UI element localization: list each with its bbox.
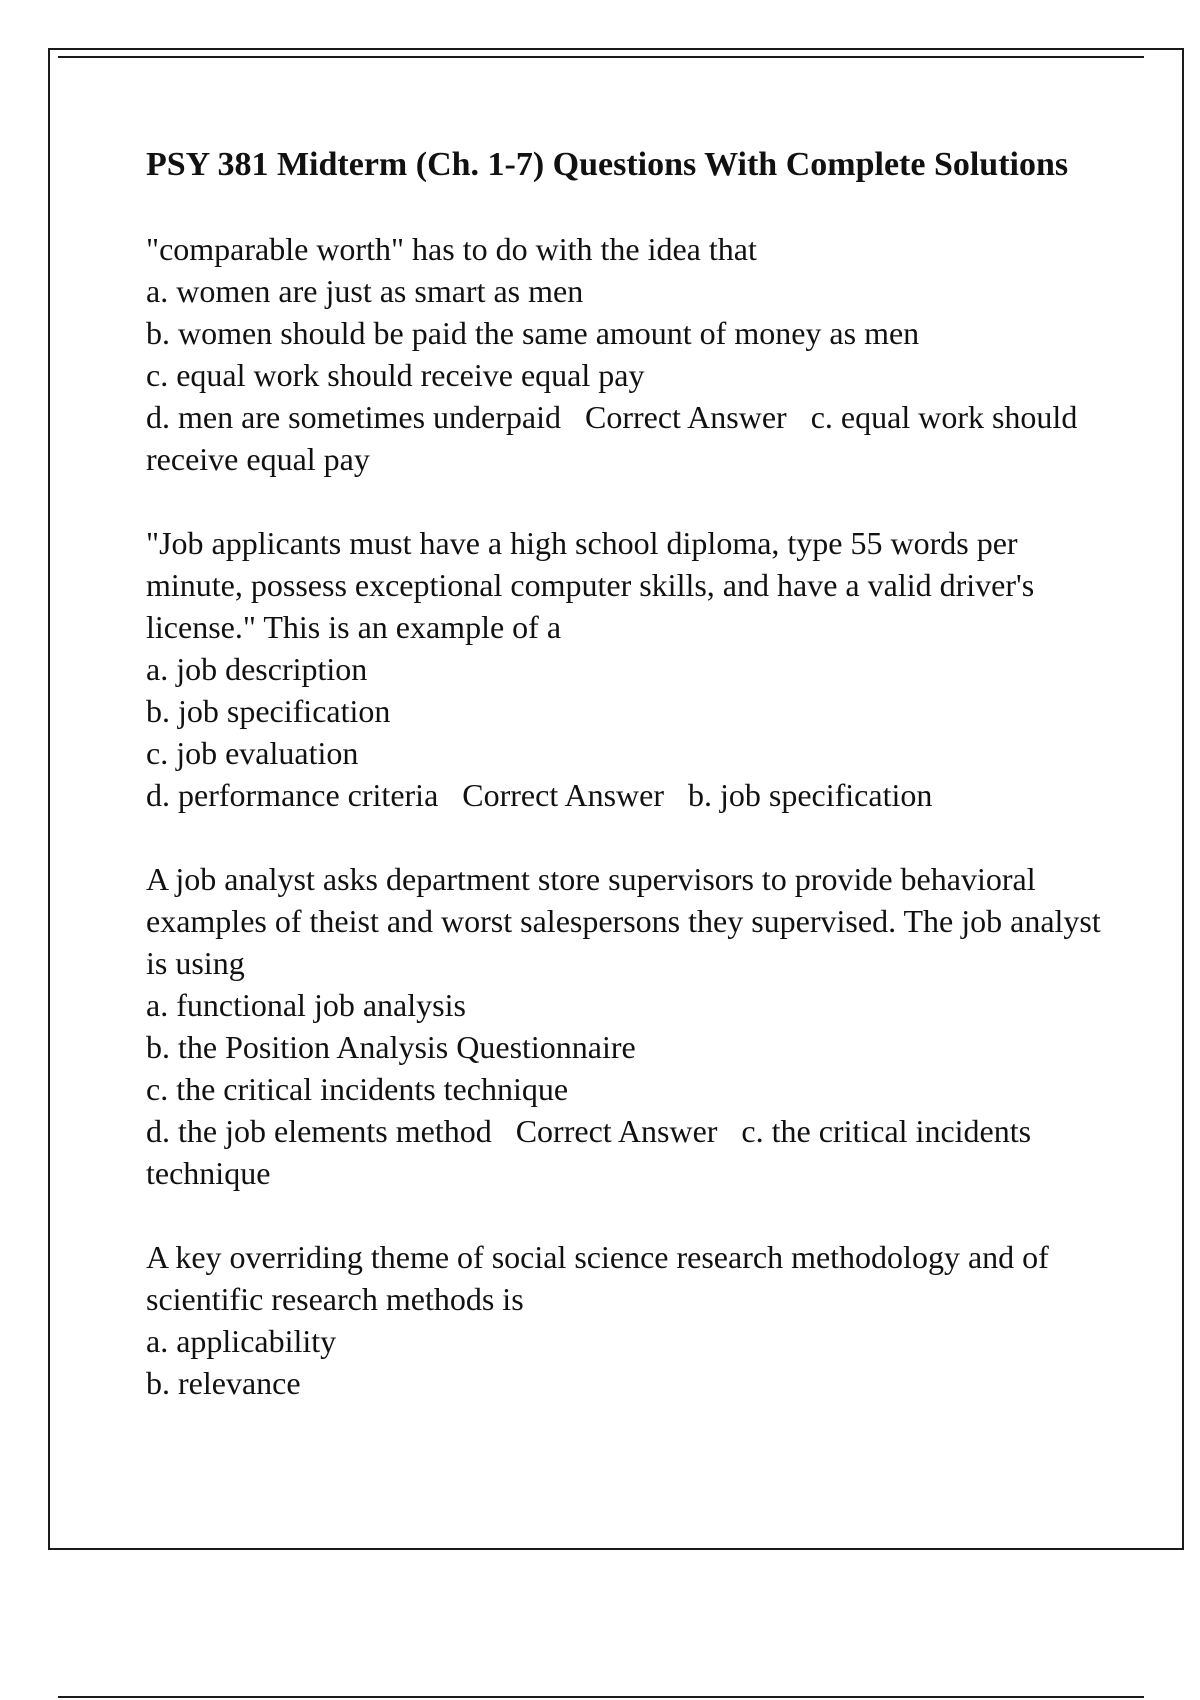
answer-option: a. functional job analysis <box>146 987 466 1023</box>
correct-answer-label: Correct Answer <box>584 399 787 435</box>
correct-answer: c. equal work should receive equal pay <box>146 399 1078 477</box>
answer-option: c. job evaluation <box>146 735 359 771</box>
question-stem: A job analyst asks department store supervisors to provide behavioral examples of theist and worst salespersons they supervised. The job analyst is using <box>146 861 1101 981</box>
document-body <box>146 144 1106 1446</box>
footer-rule <box>58 1696 1144 1698</box>
answer-option: b. women should be paid the same amount of money as men <box>146 315 920 351</box>
answer-option: a. applicability <box>146 1323 337 1359</box>
final-option-line <box>146 396 1106 480</box>
answer-option: a. women are just as smart as men <box>146 273 584 309</box>
header-rule <box>58 56 1144 58</box>
correct-answer: c. the critical incidents technique <box>146 1113 1032 1191</box>
answer-option: c. the critical incidents technique <box>146 1071 569 1107</box>
question-stem: "Job applicants must have a high school diploma, type 55 words per minute, possess exceptional computer skills, and have a valid driver's license." This is an example of a <box>146 525 1035 645</box>
answer-option: d. men are sometimes underpaid <box>146 399 561 435</box>
question-2 <box>146 522 1106 816</box>
question-4 <box>146 1236 1106 1404</box>
document-title: PSY 381 Midterm (Ch. 1-7) Questions With Complete Solutions <box>146 146 1069 183</box>
correct-answer-label: Correct Answer <box>515 1113 718 1149</box>
answer-option: a. job description <box>146 651 368 687</box>
question-3 <box>146 858 1106 1194</box>
question-1 <box>146 228 1106 480</box>
question-stem: "comparable worth" has to do with the idea that <box>146 231 757 267</box>
answer-option: b. relevance <box>146 1365 301 1401</box>
answer-option: d. performance criteria <box>146 777 439 813</box>
question-stem: A key overriding theme of social science research methodology and of scientific research methods is <box>146 1239 1049 1317</box>
correct-answer: b. job specification <box>687 777 933 813</box>
correct-answer-label: Correct Answer <box>462 777 664 813</box>
answer-option: c. equal work should receive equal pay <box>146 357 645 393</box>
final-option-line <box>146 1110 1106 1194</box>
final-option-line <box>146 774 1106 816</box>
answer-option: d. the job elements method <box>146 1113 492 1149</box>
answer-option: b. the Position Analysis Questionnaire <box>146 1029 636 1065</box>
answer-option: b. job specification <box>146 693 391 729</box>
